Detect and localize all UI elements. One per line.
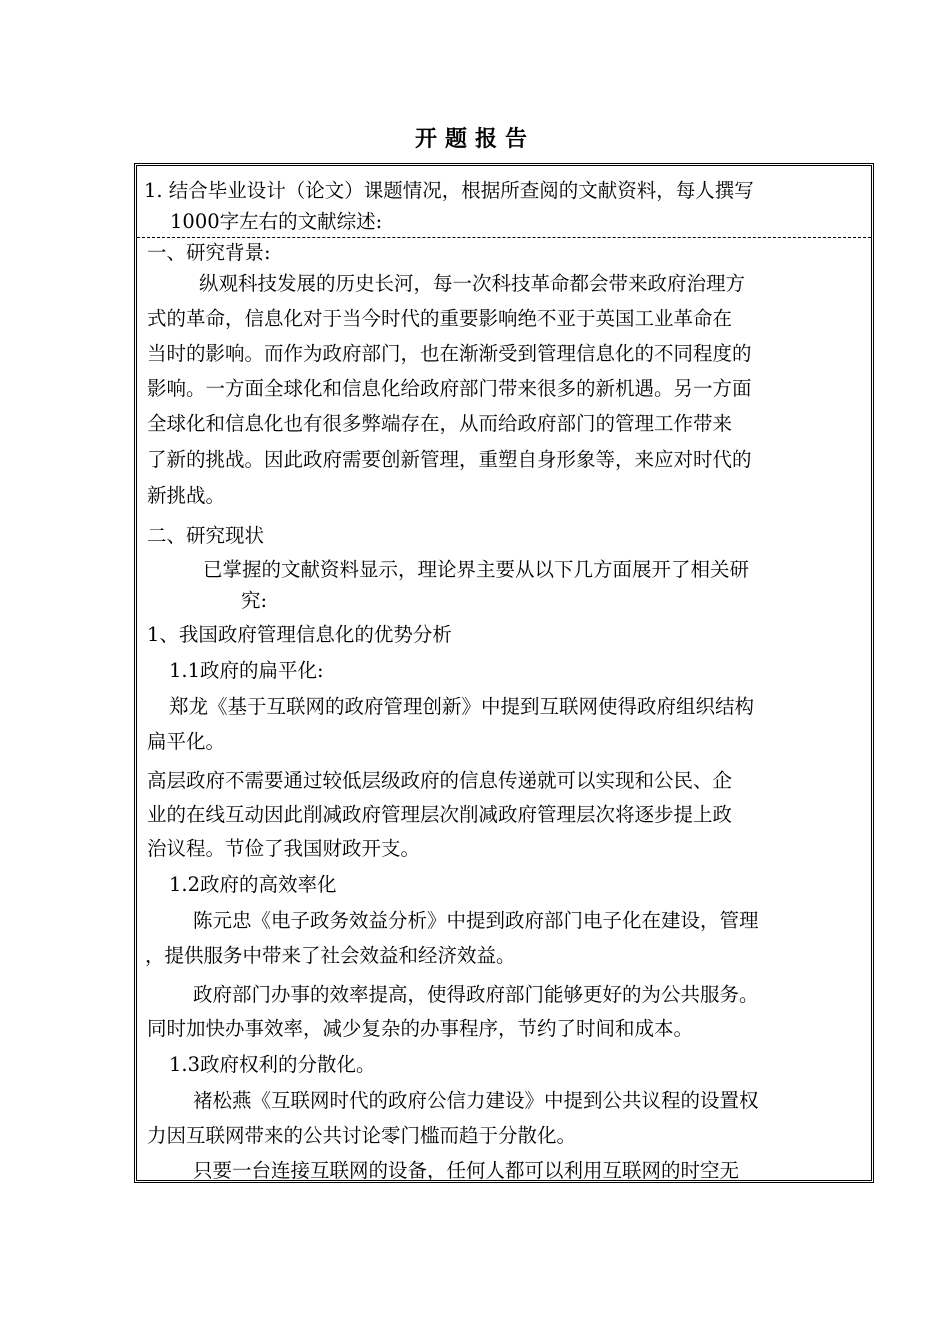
paragraph-line: 陈元忠《电子政务效益分析》中提到政府部门电子化在建设，管理 <box>193 909 759 932</box>
section-heading: 二、研究现状 <box>147 524 265 547</box>
paragraph-line: 究: <box>241 589 268 612</box>
subsection-heading: 1.1政府的扁平化: <box>169 659 324 682</box>
paragraph-line: 郑龙《基于互联网的政府管理创新》中提到互联网使得政府组织结构 <box>169 695 755 718</box>
paragraph-line: 已掌握的文献资料显示，理论界主要从以下几方面展开了相关研 <box>203 558 750 581</box>
instruction-line: 1. 结合毕业设计（论文）课题情况，根据所查阅的文献资料，每人撰写 <box>144 179 754 202</box>
paragraph-line: 影响。一方面全球化和信息化给政府部门带来很多的新机遇。另一方面 <box>147 377 752 400</box>
paragraph-line: 了新的挑战。因此政府需要创新管理，重塑自身形象等，来应对时代的 <box>147 448 752 471</box>
paragraph-line: 高层政府不需要通过较低层级政府的信息传递就可以实现和公民、企 <box>147 769 733 792</box>
paragraph-line: 治议程。节俭了我国财政开支。 <box>147 837 421 860</box>
paragraph-line: ，提供服务中带来了社会效益和经济效益。 <box>145 944 516 967</box>
paragraph-line: 同时加快办事效率，减少复杂的办事程序，节约了时间和成本。 <box>147 1017 694 1040</box>
paragraph-line: 当时的影响。而作为政府部门，也在渐渐受到管理信息化的不同程度的 <box>147 342 752 365</box>
paragraph-line: 新挑战。 <box>147 484 226 507</box>
subsection-heading: 1、我国政府管理信息化的优势分析 <box>147 623 452 646</box>
paragraph-line: 只要一台连接互联网的设备，任何人都可以利用互联网的时空无 <box>193 1159 740 1182</box>
section-heading: 一、研究背景: <box>147 241 271 264</box>
paragraph-line: 力因互联网带来的公共讨论零门槛而趋于分散化。 <box>147 1124 577 1147</box>
paragraph-line: 扁平化。 <box>147 730 226 753</box>
page-title: 开题报告 <box>414 126 535 152</box>
subsection-heading: 1.3政府权利的分散化。 <box>169 1053 376 1076</box>
instruction-line: 1000字左右的文献综述: <box>170 210 383 233</box>
paragraph-line: 纵观科技发展的历史长河，每一次科技革命都会带来政府治理方 <box>199 272 746 295</box>
paragraph-line: 式的革命，信息化对于当今时代的重要影响绝不亚于英国工业革命在 <box>147 307 733 330</box>
subsection-heading: 1.2政府的高效率化 <box>169 873 337 896</box>
paragraph-line: 全球化和信息化也有很多弊端存在，从而给政府部门的管理工作带来 <box>147 412 733 435</box>
paragraph-line: 政府部门办事的效率提高，使得政府部门能够更好的为公共服务。 <box>193 983 759 1006</box>
paragraph-line: 褚松燕《互联网时代的政府公信力建设》中提到公共议程的设置权 <box>193 1089 759 1112</box>
instruction-cell <box>137 166 871 238</box>
paragraph-line: 业的在线互动因此削减政府管理层次削减政府管理层次将逐步提上政 <box>147 803 733 826</box>
report-table <box>134 163 874 1183</box>
